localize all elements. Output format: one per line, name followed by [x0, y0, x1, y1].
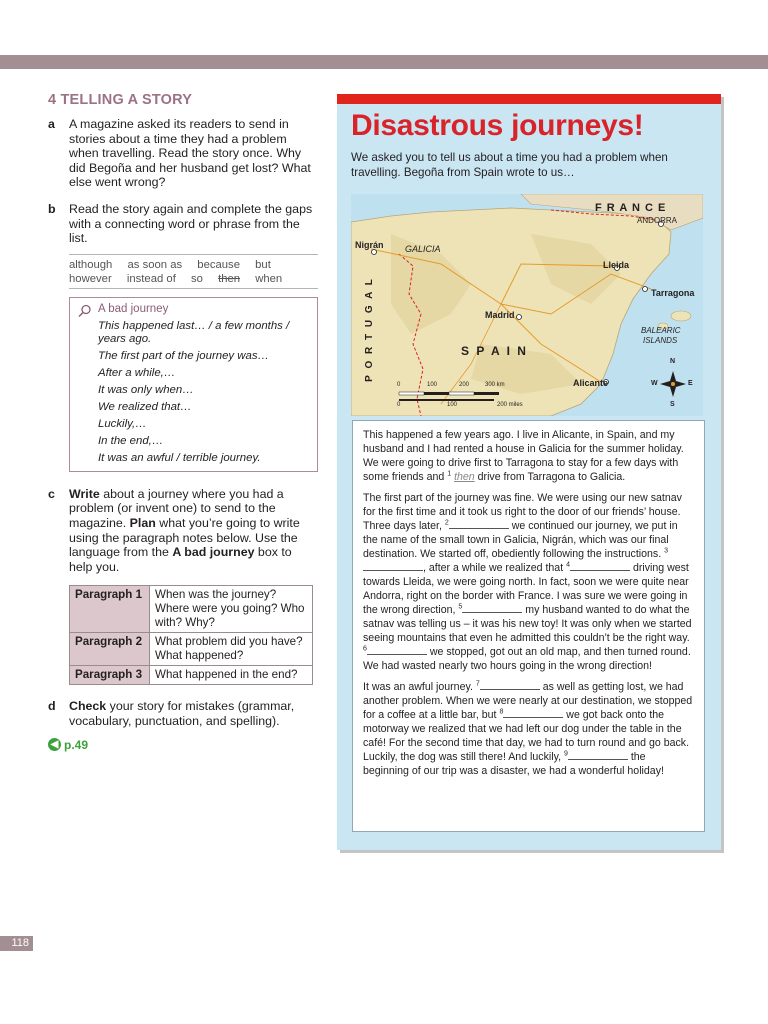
task-c — [48, 487, 318, 575]
map-label-madrid: Madrid — [485, 310, 515, 320]
gap-example-answer: then — [454, 471, 475, 483]
gap-blank[interactable] — [462, 603, 522, 613]
gap-blank[interactable] — [503, 708, 563, 718]
paragraph-notes: What happened in the end? — [150, 666, 313, 685]
left-column — [48, 92, 318, 752]
story-text-box — [352, 420, 705, 832]
paragraph-notes-table — [69, 585, 313, 685]
gap-number: 1 — [447, 470, 452, 478]
scale-mi-0: 0 — [397, 402, 401, 408]
arrow-left-icon: ◀ — [48, 738, 61, 751]
story-text: driving west towards Lleida, we were going north. In fact, soon we were quite near Andorra, right on the border with France. I was sure we were going in the wrong direction, — [363, 562, 689, 616]
task-c-text: what you’re going to write using the paragraph notes below. Use the language from the — [69, 515, 300, 560]
task-c-text: box to help you. — [69, 545, 292, 574]
scale-km-200: 200 — [459, 382, 470, 388]
task-b-text: Read the story again and complete the gaps with a connecting word or phrase from the list. — [69, 201, 313, 246]
story-text: , after a while we realized that — [423, 562, 567, 574]
word-item: when — [255, 272, 283, 285]
task-c-keyword-box: A bad journey — [172, 545, 255, 560]
gap-number: 9 — [563, 750, 568, 758]
task-d-text: your story for mistakes (grammar, vocabulary, punctuation, and spelling). — [69, 699, 295, 728]
task-b — [48, 202, 318, 246]
bad-journey-box — [69, 297, 318, 472]
gap-blank[interactable] — [367, 645, 427, 655]
bad-journey-heading: A bad journey — [98, 302, 169, 315]
gap-blank[interactable] — [570, 561, 630, 571]
table-row — [70, 666, 313, 685]
map-label-nigran: Nigrán — [355, 240, 384, 250]
word-item-used: then — [218, 272, 241, 285]
gap-blank[interactable] — [480, 680, 540, 690]
scale-km-100: 100 — [427, 382, 438, 388]
page-reference-text[interactable]: p.49 — [64, 737, 89, 752]
connecting-word-list — [69, 254, 318, 289]
phrase-line: Luckily,… — [98, 417, 147, 430]
story-paragraph-3 — [363, 680, 694, 778]
word-item: however — [69, 272, 112, 285]
task-d — [48, 699, 318, 728]
city-marker-tarragona — [643, 287, 648, 292]
page-number: 118 — [0, 936, 33, 951]
compass-n: N — [670, 358, 676, 365]
map-label-tarragona: Tarragona — [651, 288, 695, 298]
word-item: but — [255, 258, 271, 271]
spain-map — [351, 194, 703, 416]
story-text: drive from Tarragona to Galicia. — [474, 471, 626, 483]
scale-km-300: 300 km — [485, 382, 505, 388]
phrase-line: We realized that… — [98, 400, 192, 413]
page-reference-link[interactable] — [48, 738, 318, 752]
paragraph-notes: What problem did you have? What happened? — [150, 633, 313, 666]
table-row — [70, 633, 313, 666]
story-text: we got back onto the motorway we realized that we had left our dog under the table in the café! For the second time that day, we had to turn round and go back. Luckily, the dog was still there! And luckily, — [363, 709, 690, 763]
gap-blank[interactable] — [363, 561, 423, 571]
word-item: so — [190, 272, 203, 285]
gap-number: 2 — [444, 519, 449, 527]
magazine-top-bar — [337, 94, 721, 104]
gap-number: 7 — [475, 680, 480, 688]
word-item: as soon as — [127, 258, 183, 271]
task-a-text: A magazine asked its readers to send in stories about a time they had a problem when travelling. Read the story once. Why did Begoña and her husband get lost? What else went wrong? — [69, 117, 311, 190]
task-b-letter: b — [48, 201, 56, 216]
map-label-andorra: ANDORRA — [637, 216, 678, 225]
story-text: as well as getting lost, we had another problem. When we were nearly at our destination, we stopped for a coffee at a little bar, but — [363, 681, 693, 721]
compass-w: W — [651, 380, 658, 387]
phrase-line: The first part of the journey was… — [98, 349, 269, 362]
gap-number: 3 — [664, 547, 669, 555]
section-number: 4 — [48, 92, 57, 108]
map-label-portugal: P O R T U G A L — [363, 277, 375, 382]
word-list-row-2 — [69, 272, 318, 286]
story-text: we continued our journey, we put in the name of the small town in Galicia, Nigrán, which was our final destination. We started off, obediently following the instructions. — [363, 520, 678, 560]
gap-number: 5 — [458, 603, 463, 611]
paragraph-label: Paragraph 2 — [70, 633, 150, 666]
map-label-lleida: Lleida — [603, 260, 630, 270]
story-paragraph-2 — [363, 491, 694, 673]
story-text: This happened a few years ago. I live in Alicante, in Spain, and my husband and I had rented a house in Galicia for the summer holiday. We were going to drive first to Tarragona to stay for a few days with some friends and — [363, 429, 684, 483]
map-label-galicia: GALICIA — [405, 244, 441, 254]
gap-blank[interactable] — [568, 750, 628, 760]
magazine-panel — [337, 94, 721, 850]
magnifier-icon — [78, 304, 92, 318]
gap-number: 4 — [566, 561, 570, 569]
story-text: we stopped, got out an old map, and then turned round. We had wasted nearly two hours going in the wrong direction! — [363, 646, 691, 672]
story-text: the beginning of our trip was a disaster, we had a wonderful holiday! — [363, 751, 664, 777]
section-heading — [48, 92, 318, 108]
section-title: TELLING A STORY — [60, 92, 193, 108]
city-marker-nigran — [372, 250, 377, 255]
magazine-title: Disastrous journeys! — [351, 109, 644, 142]
map-label-spain: S P A I N — [461, 344, 528, 358]
task-d-keyword-check: Check — [69, 699, 107, 714]
gap-number: 8 — [499, 708, 504, 716]
task-c-text: about a journey where you had a problem (or invent one) to send to the magazine. — [69, 486, 284, 530]
scale-km-0: 0 — [397, 382, 401, 388]
task-a — [48, 117, 318, 190]
paragraph-label: Paragraph 3 — [70, 666, 150, 685]
word-item: because — [197, 258, 240, 271]
map-label-balearic: BALEARIC — [641, 326, 681, 335]
magazine-intro: We asked you to tell us about a time you had a problem when travelling. Begoña from Spain wrote to us… — [351, 151, 668, 179]
scale-mi-100: 100 — [447, 402, 458, 408]
paragraph-label: Paragraph 1 — [70, 586, 150, 633]
phrase-line: It was an awful / terrible journey. — [98, 451, 261, 464]
story-text: The first part of the journey was fine. We were using our new satnav for the first time and it took us right to the door of our friends’ house. Three days later, — [363, 492, 682, 532]
phrase-line: This happened last… / a few months / years ago. — [98, 319, 290, 345]
scale-mi-200: 200 miles — [497, 402, 523, 408]
gap-number: 6 — [363, 645, 367, 653]
gap-blank[interactable] — [449, 519, 509, 529]
task-c-keyword-write: Write — [69, 486, 100, 501]
story-text: my husband wanted to do what the satnav was telling us – it was his new toy! It was only when we started seeing mountains that even he admitted this couldn’t be the right way. — [363, 604, 692, 644]
task-d-letter: d — [48, 699, 56, 714]
task-a-letter: a — [48, 117, 55, 131]
story-text: It was an awful journey. — [363, 681, 476, 693]
story-paragraph-1 — [363, 428, 694, 484]
top-band — [0, 55, 768, 69]
word-list-row-1 — [69, 258, 318, 272]
task-c-keyword-plan: Plan — [129, 515, 156, 530]
paragraph-notes: When was the journey? Where were you going? Who with? Why? — [150, 586, 313, 633]
compass-s: S — [670, 401, 675, 408]
map-label-france: F R A N C E — [595, 202, 667, 214]
table-row — [70, 586, 313, 633]
map-label-alicante: Alicante — [573, 378, 609, 388]
phrase-line: After a while,… — [98, 366, 176, 379]
phrase-line: In the end,… — [98, 434, 164, 447]
city-marker-madrid — [517, 315, 522, 320]
task-c-letter: c — [48, 486, 55, 501]
map-label-islands: ISLANDS — [643, 336, 678, 345]
word-item: although — [69, 258, 113, 271]
word-item: instead of — [126, 272, 176, 285]
compass-e: E — [688, 380, 693, 387]
phrase-line: It was only when… — [98, 383, 194, 396]
